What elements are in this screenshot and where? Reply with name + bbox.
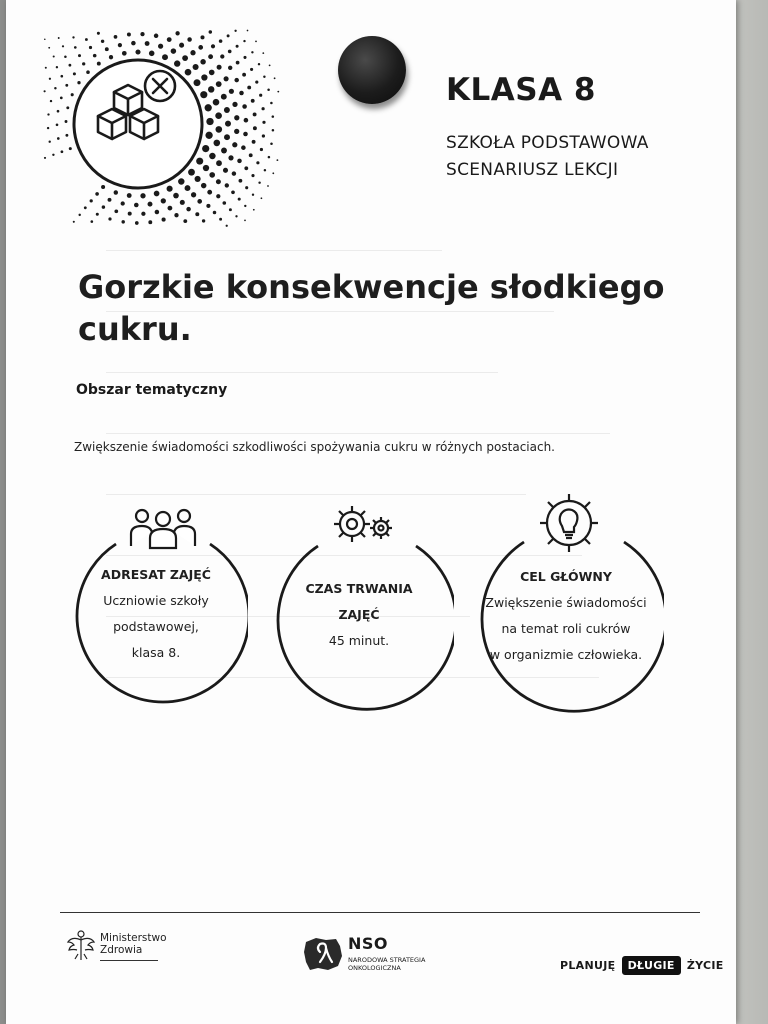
halftone-dot: [96, 213, 99, 216]
halftone-dot: [50, 100, 52, 102]
halftone-dot: [277, 91, 279, 93]
halftone-dot: [145, 41, 150, 46]
halftone-dot: [194, 79, 201, 86]
halftone-dot: [244, 205, 246, 207]
halftone-dot: [261, 197, 263, 199]
plan-word-boxed: DŁUGIE: [622, 956, 681, 975]
halftone-dot: [269, 65, 271, 67]
ministry-name: [100, 932, 167, 961]
halftone-dot: [221, 94, 227, 100]
halftone-dot: [200, 59, 205, 64]
goal-card: [468, 490, 664, 718]
halftone-dot: [234, 115, 239, 120]
halftone-dot: [242, 104, 247, 109]
halftone-dot: [243, 40, 245, 42]
audience-card: [64, 500, 248, 714]
halftone-dot: [47, 113, 49, 115]
halftone-dot: [232, 171, 236, 175]
halftone-dot: [264, 169, 266, 171]
ministry-name-line-1: Ministerstwo: [100, 932, 167, 944]
halftone-dot: [44, 39, 46, 41]
halftone-dot: [255, 81, 258, 84]
document-type: SCENARIUSZ LEKCJI: [446, 160, 619, 180]
halftone-dot: [174, 60, 180, 66]
halftone-dot: [66, 106, 69, 109]
halftone-dot: [114, 190, 118, 194]
halftone-dot: [154, 191, 160, 197]
nso-title: NSO: [348, 934, 389, 953]
halftone-dot: [272, 172, 274, 174]
halftone-dot: [56, 123, 59, 126]
halftone-dot: [229, 89, 234, 94]
halftone-dot: [135, 49, 140, 54]
halftone-dot: [61, 150, 64, 153]
halftone-dot: [216, 81, 222, 87]
halftone-dot: [270, 143, 273, 146]
halftone-dot: [252, 193, 254, 195]
halftone-dot: [108, 217, 111, 220]
nso-subtitle-line-2: ONKOLOGICZNA: [348, 964, 401, 972]
halftone-dot: [174, 213, 178, 217]
halftone-dot: [91, 220, 94, 223]
halftone-dot: [65, 84, 68, 87]
halftone-dot: [122, 51, 127, 56]
ministry-name-line-2: Zdrowia: [100, 944, 143, 956]
halftone-dot: [101, 40, 104, 43]
halftone-dot: [118, 43, 122, 47]
halftone-dot: [244, 166, 248, 170]
halftone-dot: [85, 38, 88, 41]
halftone-dot: [97, 62, 101, 66]
halftone-dot: [173, 193, 179, 199]
halftone-dot: [78, 214, 80, 216]
halftone-dot: [200, 91, 207, 98]
school-type: SZKOŁA PODSTAWOWA: [446, 133, 649, 153]
halftone-dot: [251, 174, 254, 177]
duration-heading: CZAS TRWANIA: [305, 581, 413, 596]
lesson-description: Zwiększenie świadomości szkodliwości spożywania cukru w różnych postaciach.: [74, 440, 555, 454]
halftone-dot: [272, 115, 275, 118]
halftone-dot: [49, 141, 51, 143]
halftone-dot: [45, 67, 47, 69]
halftone-dot: [250, 68, 253, 71]
duration-value: 45 minut.: [328, 633, 390, 648]
halftone-dot: [253, 209, 255, 211]
halftone-dot: [251, 99, 255, 103]
halftone-dot: [276, 159, 278, 161]
halftone-dot: [247, 86, 251, 90]
halftone-dot: [224, 76, 229, 81]
halftone-dot: [224, 134, 230, 140]
halftone-dot: [86, 70, 90, 74]
halftone-dot: [128, 212, 132, 216]
halftone-dot: [162, 54, 168, 60]
halftone-dot: [209, 172, 215, 178]
halftone-dot: [224, 107, 230, 113]
halftone-dot: [71, 93, 74, 96]
eagle-emblem-icon: [66, 928, 96, 962]
halftone-dot: [161, 198, 166, 203]
goal-heading: CEL GŁÓWNY: [520, 569, 612, 584]
halftone-dot: [262, 121, 265, 124]
halftone-dot: [182, 55, 188, 61]
halftone-dot: [148, 220, 152, 224]
duration-card: [264, 500, 454, 720]
goal-line: w organizmie człowieka.: [489, 647, 643, 662]
halftone-dot: [198, 45, 203, 50]
halftone-dot: [140, 193, 145, 198]
halftone-dot: [244, 118, 249, 123]
footer-divider: [60, 912, 700, 913]
halftone-dot: [232, 102, 237, 107]
halftone-dot: [167, 186, 173, 192]
halftone-dot: [202, 219, 205, 222]
halftone-dot: [167, 37, 172, 42]
plan-word-3: ŻYCIE: [686, 959, 724, 972]
halftone-dot: [208, 54, 213, 59]
halftone-dot: [49, 78, 51, 80]
halftone-dot: [60, 75, 63, 78]
halftone-dot: [262, 52, 264, 54]
fridge-magnet: [338, 36, 406, 104]
halftone-dot: [238, 198, 241, 201]
halftone-dot: [127, 33, 131, 37]
school-info: [446, 130, 649, 184]
halftone-dot: [141, 212, 145, 216]
halftone-dot: [226, 225, 228, 227]
halftone-dot: [90, 199, 93, 202]
halftone-dot: [65, 120, 68, 123]
halftone-dot: [114, 209, 118, 213]
halftone-dot: [140, 32, 144, 36]
halftone-dot: [232, 142, 237, 147]
halftone-dot: [255, 41, 257, 43]
halftone-dot: [205, 104, 212, 111]
halftone-dot: [134, 203, 139, 208]
halftone-dot: [155, 210, 160, 215]
halftone-dot: [82, 62, 85, 65]
halftone-dot: [74, 46, 77, 49]
audience-line: klasa 8.: [131, 645, 181, 660]
halftone-dot: [219, 39, 223, 43]
halftone-dot: [227, 34, 230, 37]
halftone-dot: [207, 190, 212, 195]
halftone-dot: [205, 132, 212, 139]
halftone-dot: [228, 66, 232, 70]
halftone-dot: [185, 185, 191, 191]
halftone-dot: [197, 199, 202, 204]
halftone-dot: [261, 107, 264, 110]
halftone-dot: [217, 65, 222, 70]
halftone-dot: [213, 140, 220, 147]
thematic-area-label: Obszar tematyczny: [76, 382, 228, 398]
halftone-dot: [105, 47, 109, 51]
grade-label: KLASA 8: [446, 72, 596, 108]
halftone-dot: [253, 112, 257, 116]
halftone-dot: [251, 51, 253, 53]
halftone-dot: [158, 44, 163, 49]
halftone-dot: [196, 158, 203, 165]
halftone-dot: [193, 64, 199, 70]
halftone-dot: [223, 201, 227, 205]
halftone-dot: [239, 91, 244, 96]
halftone-dot: [213, 211, 217, 215]
halftone-dot: [225, 183, 229, 187]
halftone-dot: [190, 50, 195, 55]
halftone-dot: [188, 169, 195, 176]
halftone-dot: [208, 86, 214, 92]
halftone-dot: [225, 121, 231, 127]
audience-heading: ADRESAT ZAJĘĆ: [101, 567, 211, 582]
halftone-dot: [243, 56, 246, 59]
halftone-dot: [221, 148, 227, 154]
halftone-dot: [229, 208, 232, 211]
halftone-dot: [44, 157, 46, 159]
halftone-dot: [228, 155, 233, 160]
lightbulb-gear-icon: [534, 490, 604, 556]
lesson-sheet: [6, 0, 736, 1024]
halftone-dot: [272, 129, 275, 132]
people-icon: [128, 506, 198, 550]
halftone-dot: [114, 35, 118, 39]
halftone-dot: [57, 110, 60, 113]
halftone-dot: [209, 153, 216, 160]
halftone-dot: [259, 94, 262, 97]
gears-icon: [328, 500, 398, 546]
halftone-dot: [258, 181, 260, 183]
lesson-title-line-1: Gorzkie konsekwencje słodkiego: [78, 268, 665, 306]
halftone-dot: [213, 99, 220, 106]
halftone-dot: [234, 129, 239, 134]
halftone-dot: [84, 206, 87, 209]
halftone-dot: [215, 112, 222, 119]
halftone-dot: [121, 201, 125, 205]
halftone-dot: [245, 186, 248, 189]
halftone-dot: [183, 219, 187, 223]
halftone-dot: [171, 48, 177, 54]
halftone-dot: [191, 192, 196, 197]
sugar-cubes-logo: [42, 28, 282, 228]
halftone-dot: [209, 70, 215, 76]
halftone-dot: [69, 147, 72, 150]
halftone-dot: [168, 206, 173, 211]
halftone-dot: [47, 127, 49, 129]
halftone-dot: [72, 36, 74, 38]
halftone-dot: [216, 179, 221, 184]
duration-heading-2: ZAJĘĆ: [338, 607, 380, 622]
halftone-dot: [109, 55, 113, 59]
halftone-dot: [203, 165, 209, 171]
halftone-dot: [89, 46, 92, 49]
halftone-dot: [236, 61, 240, 65]
halftone-dot: [58, 37, 60, 39]
halftone-dot: [274, 77, 276, 79]
halftone-dot: [200, 35, 204, 39]
halftone-dot: [60, 97, 63, 100]
halftone-dot: [52, 154, 54, 156]
halftone-dot: [252, 140, 256, 144]
halftone-dot: [216, 160, 222, 166]
halftone-dot: [69, 64, 72, 67]
halftone-dot: [180, 200, 185, 205]
halftone-dot: [215, 126, 222, 133]
halftone-dot: [216, 194, 220, 198]
halftone-dot: [235, 215, 237, 217]
halftone-dot: [148, 202, 153, 207]
halftone-dot: [65, 134, 68, 137]
audience-line: Uczniowie szkoły: [103, 593, 209, 608]
halftone-dot: [258, 63, 260, 65]
halftone-dot: [253, 126, 257, 130]
halftone-dot: [231, 190, 235, 194]
halftone-dot: [121, 220, 124, 223]
goal-line: Zwiększenie świadomości: [485, 595, 647, 610]
halftone-dot: [44, 90, 46, 92]
halftone-dot: [263, 75, 265, 77]
halftone-dot: [149, 51, 155, 57]
halftone-dot: [186, 207, 191, 212]
halftone-dot: [187, 37, 192, 42]
audience-line: podstawowej,: [113, 619, 199, 634]
halftone-dot: [135, 221, 139, 225]
lesson-title-line-2: cukru.: [78, 310, 192, 348]
halftone-dot: [244, 220, 246, 222]
halftone-dot: [243, 132, 248, 137]
halftone-dot: [237, 159, 242, 164]
halftone-dot: [195, 176, 201, 182]
halftone-dot: [64, 55, 67, 58]
halftone-dot: [56, 66, 58, 68]
halftone-dot: [48, 47, 50, 49]
halftone-dot: [175, 31, 179, 35]
halftone-dot: [260, 148, 263, 151]
halftone-dot: [256, 161, 259, 164]
halftone-dot: [209, 30, 212, 33]
halftone-dot: [234, 30, 236, 32]
halftone-dot: [101, 185, 105, 189]
halftone-dot: [267, 88, 270, 91]
halftone-dot: [73, 72, 76, 75]
halftone-dot: [247, 30, 249, 32]
halftone-dot: [62, 45, 64, 47]
halftone-dot: [201, 74, 207, 80]
halftone-dot: [220, 54, 224, 58]
halftone-dot: [236, 45, 239, 48]
nso-subtitle-line-1: NARODOWA STRATEGIA: [348, 956, 426, 964]
halftone-dot: [108, 198, 112, 202]
halftone-dot: [57, 137, 60, 140]
halftone-dot: [249, 153, 253, 157]
halftone-dot: [228, 50, 232, 54]
halftone-dot: [77, 81, 80, 84]
halftone-dot: [211, 44, 215, 48]
goal-line: na temat roli cukrów: [501, 621, 631, 636]
halftone-dot: [178, 178, 184, 184]
halftone-dot: [73, 221, 75, 223]
halftone-dot: [78, 54, 81, 57]
halftone-dot: [179, 43, 184, 48]
halftone-dot: [131, 41, 136, 46]
halftone-dot: [95, 192, 99, 196]
halftone-dot: [223, 168, 228, 173]
halftone-dot: [97, 32, 100, 35]
halftone-dot: [267, 185, 269, 187]
halftone-dot: [262, 134, 265, 137]
plan-word-1: PLANUJĘ: [560, 959, 616, 972]
lesson-title: [78, 266, 678, 350]
halftone-dot: [185, 69, 192, 76]
halftone-dot: [102, 205, 105, 208]
halftone-dot: [93, 54, 97, 58]
halftone-dot: [234, 78, 238, 82]
halftone-dot: [206, 118, 213, 125]
halftone-dot: [202, 145, 209, 152]
halftone-dot: [242, 73, 246, 77]
halftone-dot: [270, 102, 273, 105]
halftone-dot: [219, 218, 222, 221]
halftone-dot: [195, 212, 199, 216]
halftone-dot: [53, 55, 55, 57]
planuje-dlugie-zycie-logo: [560, 956, 724, 975]
halftone-dot: [127, 193, 132, 198]
halftone-dot: [201, 183, 206, 188]
halftone-dot: [241, 145, 246, 150]
halftone-dot: [268, 156, 271, 159]
nso-subtitle: [348, 956, 448, 972]
poland-map-ribbon-icon: [302, 936, 344, 972]
halftone-dot: [239, 179, 243, 183]
halftone-dot: [154, 34, 159, 39]
halftone-dot: [206, 204, 210, 208]
halftone-dot: [162, 218, 166, 222]
halftone-dot: [54, 87, 56, 89]
